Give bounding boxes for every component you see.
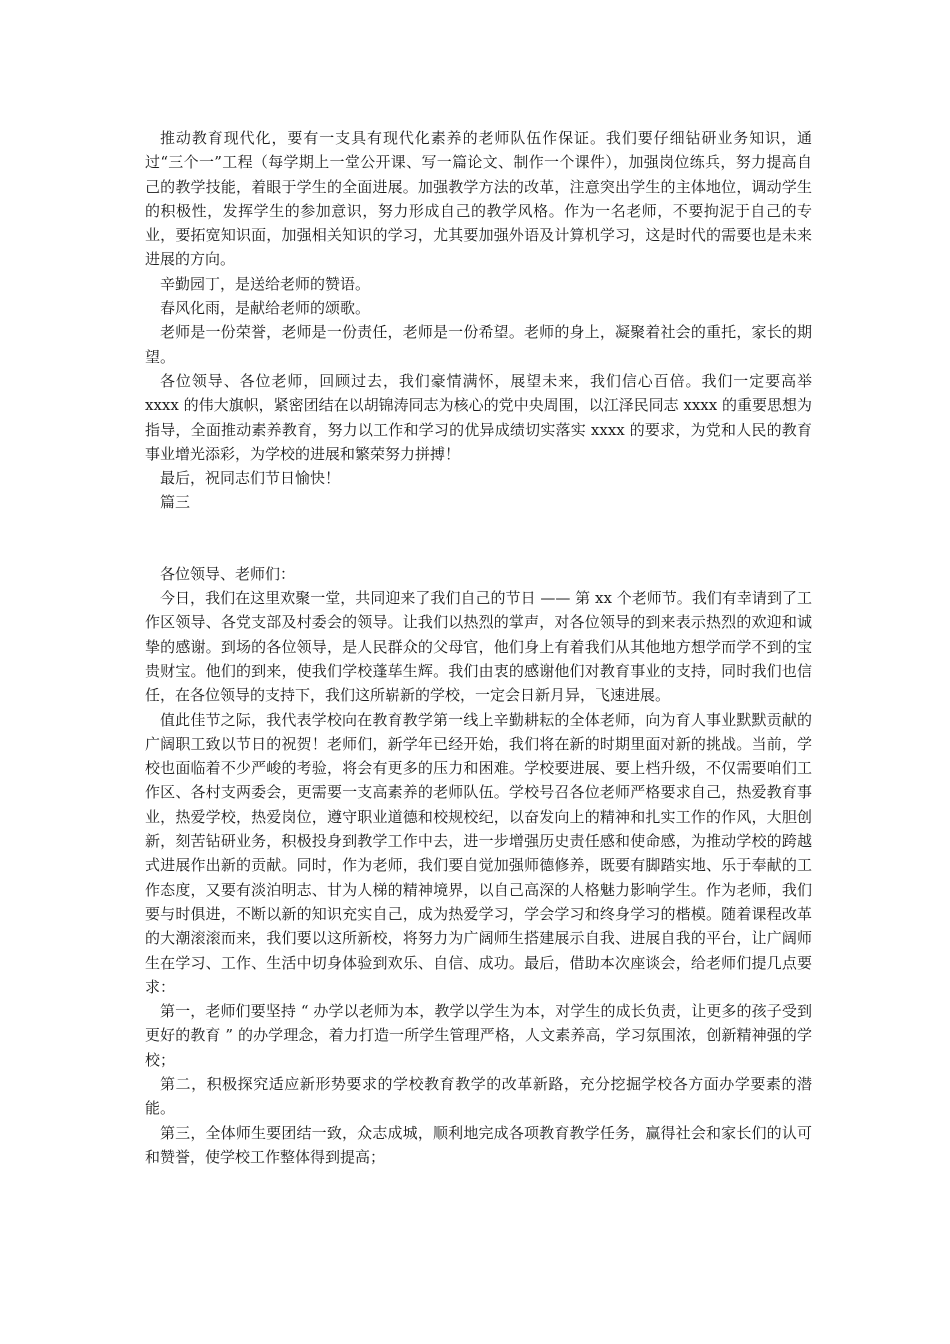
- paragraph: 辛勤园丁，是送给老师的赞语。: [160, 274, 371, 293]
- paragraph: 值此佳节之际，我代表学校向在教育教学第一线上辛勤耕耘的全体老师，向为育人事业默默贡献的广阔职工致以节日的祝贺！老师们，新学年已经开始，我们将在新的时期里面对新的挑战。当前，学校也面临着不少严峻的考验，将会有更多的压力和困难。学校要进展、要上档升级，不仅需要咱们工作区、各村支两委会，更需要一支高素养的老师队伍。学校号召各位老师严格要求自己，热爱教育事业，热爱学校，热爱岗位，遵守职业道德和校规校纪，以奋发向上的精神和扎实工作的作风，大胆创新，刻苦钻研业务，积极投身到教学工作中去，进一步增强历史责任感和使命感，为推动学校的跨越式进展作出新的贡献。同时，作为老师，我们要自觉加强师德修养，既要有脚踏实地、乐于奉献的工作态度，又要有淡泊明志、甘为人梯的精神境界，以自己高深的人格魅力影响学生。作为老师，我们要与时俱进，不断以新的知识充实自己，成为热爱学习，学会学习和终身学习的楷模。随着课程改革的大潮滚滚而来，我们要以这所新校，将努力为广阔师生搭建展示自我、进展自我的平台，让广阔师生在学习、工作、生活中切身体验到欢乐、自信、成功。最后，借助本次座谈会，给老师们提几点要求：: [145, 710, 812, 996]
- paragraph: 第一，老师们要坚持 “ 办学以老师为本，教学以学生为本，对学生的成长负责，让更多的孩子受到更好的教育 ” 的办学理念，着力打造一所学生管理严格，人文素养高，学习氛围浓，创新精神强的学校；: [145, 1002, 812, 1069]
- paragraph: 最后，祝同志们节日愉快！: [160, 469, 341, 488]
- section-spacer: [145, 515, 812, 562]
- paragraph: 各位领导、各位老师，回顾过去，我们豪情满怀，展望未来，我们信心百倍。我们一定要高举 xxxx 的伟大旗帜，紧密团结在以胡锦涛同志为核心的党中央周围，以江泽民同志 xxxx 的重要思想为指导，全面推动素养教育，努力以工作和学习的优异成绩切实落实 xxxx 的要求，为党和人民的教育事业增光添彩，为学校的进展和繁荣努力拼搏！: [145, 371, 812, 463]
- section-heading: 篇三: [160, 493, 191, 512]
- paragraph: 今日，我们在这里欢聚一堂，共同迎来了我们自己的节日 —— 第 xx 个老师节。我们有幸请到了工作区领导、各党支部及村委会的领导。让我们以热烈的掌声，对各位领导的到来表示热烈的欢迎和诚挚的感谢。到场的各位领导，是人民群众的父母官，他们身上有着我们从其他地方想学而学不到的宝贵财宝。他们的到来，使我们学校蓬荜生辉。我们由衷的感谢他们对教育事业的支持，同时我们也信任，在各位领导的支持下，我们这所崭新的学校，一定会日新月异，飞速进展。: [145, 589, 812, 705]
- document-body: [145, 126, 812, 1169]
- paragraph: 第三，全体师生要团结一致，众志成城，顺利地完成各项教育教学任务，赢得社会和家长们的认可和赞誉，使学校工作整体得到提高；: [145, 1123, 812, 1166]
- paragraph: 春风化雨，是献给老师的颂歌。: [160, 299, 371, 318]
- paragraph: 第二，积极探究适应新形势要求的学校教育教学的改革新路，充分挖掘学校各方面办学要素的潜能。: [145, 1074, 812, 1118]
- paragraph: 推动教育现代化，要有一支具有现代化素养的老师队伍作保证。我们要仔细钻研业务知识，通过“三个一”工程（每学期上一堂公开课、写一篇论文、制作一个课件），加强岗位练兵，努力提高自己的教学技能，着眼于学生的全面进展。加强教学方法的改革，注意突出学生的主体地位，调动学生的积极性，发挥学生的参加意识，努力形成自己的教学风格。作为一名老师，不要拘泥于自己的专业，要拓宽知识面，加强相关知识的学习，尤其要加强外语及计算机学习，这是时代的需要也是未来进展的方向。: [145, 129, 812, 269]
- salutation: 各位领导、老师们：: [160, 564, 296, 583]
- paragraph: 老师是一份荣誉，老师是一份责任，老师是一份希望。老师的身上，凝聚着社会的重托，家长的期望。: [145, 323, 812, 366]
